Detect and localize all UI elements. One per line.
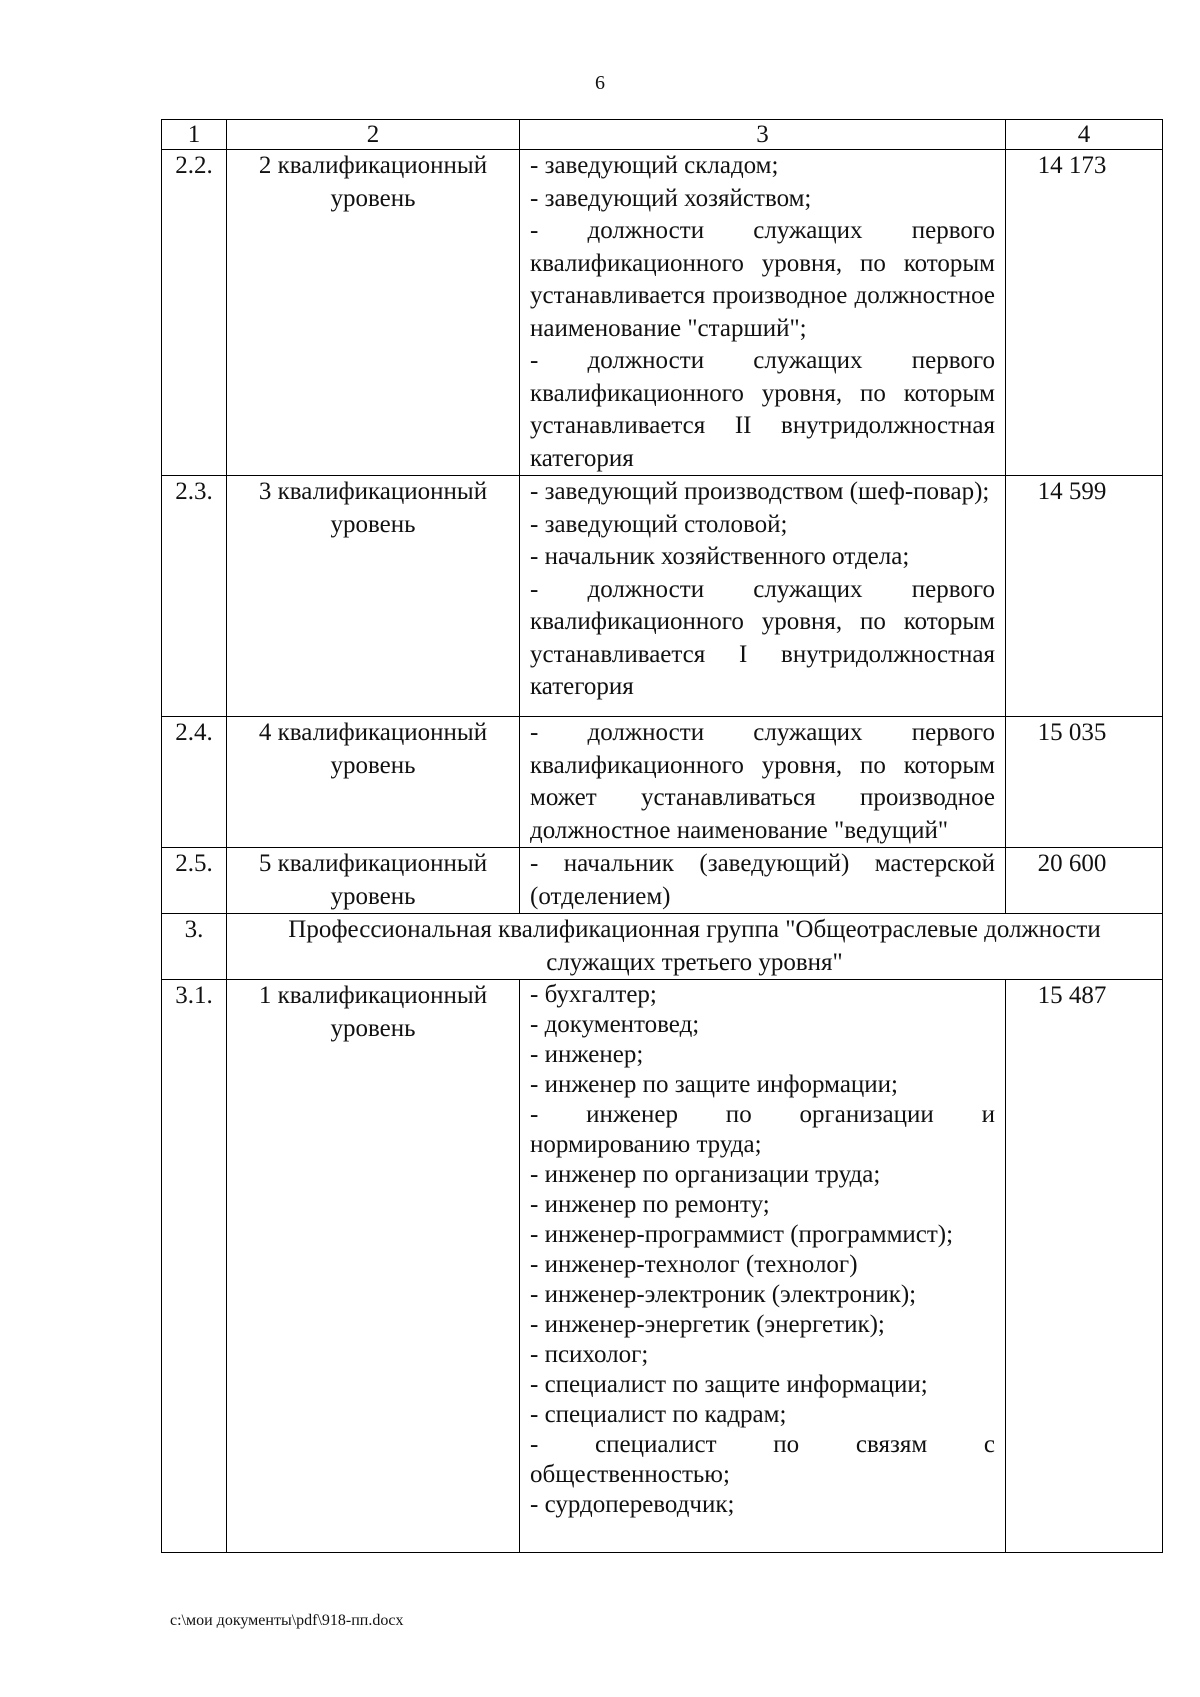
position-item: - специалист по связям с общественностью;	[530, 1431, 995, 1488]
position-item: - специалист по защите информации;	[530, 1371, 928, 1398]
position-item: - должности служащих первого квалификационного уровня, по которым устанавливается производное должностное наименование "старший";	[530, 217, 995, 342]
position-item: - инженер по ремонту;	[530, 1191, 770, 1218]
position-item: - должности служащих первого квалификационного уровня, по которым устанавливается I внутридолжностная категория	[530, 575, 995, 700]
positions-cell	[520, 476, 1006, 717]
qualification-level: 4 квалификационный уровень	[227, 717, 520, 848]
position-item: - инженер-технолог (технолог)	[530, 1251, 858, 1278]
salary-value: 14 173	[1006, 150, 1163, 476]
position-item: - начальник хозяйственного отдела;	[530, 543, 910, 570]
table-row	[162, 150, 1163, 476]
qualification-level: 5 квалификационный уровень	[227, 848, 520, 914]
table-row	[162, 980, 1163, 1553]
table-row	[162, 476, 1163, 717]
positions-cell	[520, 150, 1006, 476]
position-item: - должности служащих первого квалификационного уровня, по которым устанавливается II внутридолжностная категория	[530, 347, 995, 472]
row-number: 3.1.	[162, 980, 227, 1553]
position-item: - специалист по кадрам;	[530, 1401, 787, 1428]
group-row	[162, 914, 1163, 980]
position-item: - инженер по организации труда;	[530, 1161, 881, 1188]
salary-value: 20 600	[1006, 848, 1163, 914]
position-item: - инженер по защите информации;	[530, 1071, 899, 1098]
group-title: Профессиональная квалификационная группа "Общеотраслевые должности служащих третьего уровня"	[227, 914, 1163, 980]
position-item: - инженер-программист (программист);	[530, 1221, 954, 1248]
salary-table	[161, 119, 1163, 1553]
table-header-row	[162, 120, 1163, 150]
position-item: - сурдопереводчик;	[530, 1491, 735, 1518]
column-header: 2	[227, 120, 520, 150]
positions-cell	[520, 848, 1006, 914]
position-item: - должности служащих первого квалификационного уровня, по которым может устанавливаться производное должностное наименование "ведущий"	[530, 719, 995, 844]
table-row	[162, 848, 1163, 914]
row-number: 2.3.	[162, 476, 227, 717]
file-path-footer: c:\мои документы\pdf\918-пп.docx	[170, 1612, 404, 1629]
salary-value: 15 035	[1006, 717, 1163, 848]
position-item: - документовед;	[530, 1011, 700, 1038]
position-item: - инженер-энергетик (энергетик);	[530, 1311, 885, 1338]
position-item: - инженер;	[530, 1041, 644, 1068]
row-number: 2.5.	[162, 848, 227, 914]
qualification-level: 3 квалификационный уровень	[227, 476, 520, 717]
page-number: 6	[595, 72, 605, 94]
position-item: - психолог;	[530, 1341, 649, 1368]
qualification-level: 1 квалификационный уровень	[227, 980, 520, 1553]
salary-value: 14 599	[1006, 476, 1163, 717]
group-number: 3.	[162, 914, 227, 980]
column-header: 1	[162, 120, 227, 150]
positions-cell	[520, 717, 1006, 848]
position-item: - заведующий складом;	[530, 152, 779, 179]
salary-value: 15 487	[1006, 980, 1163, 1553]
position-item: - бухгалтер;	[530, 981, 657, 1008]
position-item: - инженер-электроник (электроник);	[530, 1281, 917, 1308]
column-header: 3	[520, 120, 1006, 150]
qualification-level: 2 квалификационный уровень	[227, 150, 520, 476]
positions-cell	[520, 980, 1006, 1553]
row-number: 2.2.	[162, 150, 227, 476]
position-item: - инженер по организации и нормированию труда;	[530, 1101, 995, 1158]
position-item: - заведующий производством (шеф-повар);	[530, 478, 990, 505]
row-number: 2.4.	[162, 717, 227, 848]
column-header: 4	[1006, 120, 1163, 150]
position-item: - заведующий хозяйством;	[530, 184, 812, 212]
position-item: - начальник (заведующий) мастерской (отделением)	[530, 850, 995, 910]
position-item: - заведующий столовой;	[530, 510, 788, 538]
table-row	[162, 717, 1163, 848]
